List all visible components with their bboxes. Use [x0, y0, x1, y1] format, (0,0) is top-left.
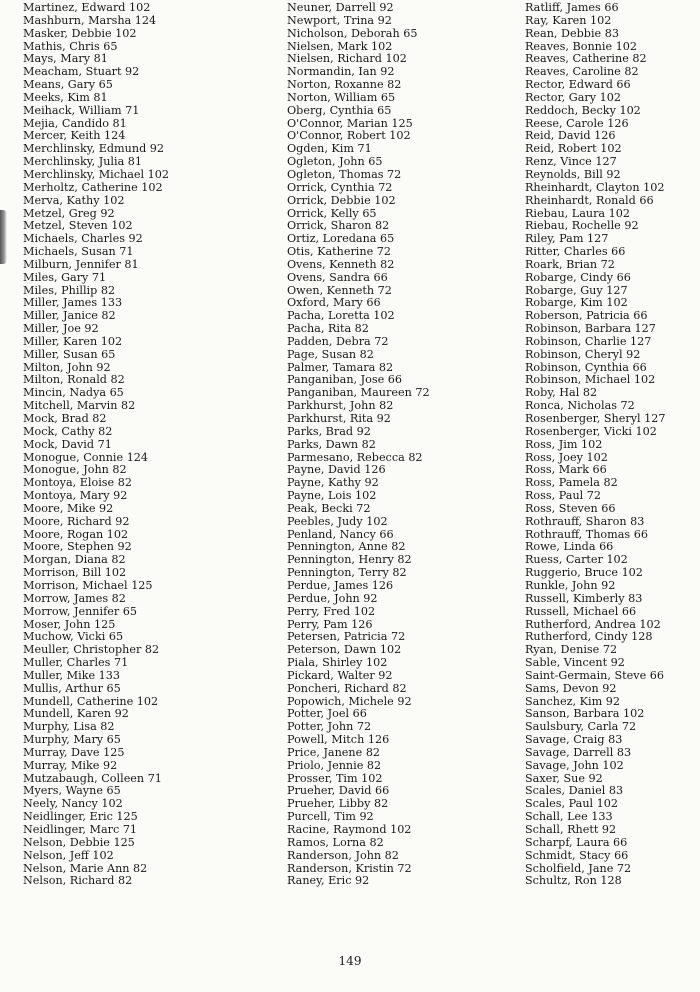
index-entry: Pennington, Terry 82: [287, 566, 407, 580]
index-entry: Merva, Kathy 102: [23, 193, 125, 207]
index-entry: Perdue, John 92: [287, 591, 378, 605]
index-entry: Mock, David 71: [23, 437, 112, 451]
index-entry: Peak, Becki 72: [287, 501, 371, 515]
index-entry: Miller, Susan 65: [23, 347, 116, 361]
index-column-2: [287, 2, 430, 888]
index-entry: Ronca, Nicholas 72: [525, 399, 635, 413]
index-entry: Robinson, Barbara 127: [525, 322, 656, 336]
index-entry: Pennington, Anne 82: [287, 540, 406, 554]
index-entry: Rector, Edward 66: [525, 78, 631, 92]
index-entry: Oxford, Mary 66: [287, 296, 381, 310]
index-entry: Meihack, William 71: [23, 103, 140, 117]
index-entry: Ramos, Lorna 82: [287, 835, 384, 849]
index-entry: Petersen, Patricia 72: [287, 630, 406, 644]
index-entry: Mock, Cathy 82: [23, 424, 113, 438]
index-entry: Ovens, Kenneth 82: [287, 257, 395, 271]
index-entry: Ritter, Charles 66: [525, 245, 626, 259]
index-entry: Mashburn, Marsha 124: [23, 13, 157, 27]
index-entry: Randerson, Kristin 72: [287, 861, 412, 875]
index-entry: Monogue, John 82: [23, 463, 127, 477]
index-entry: Orrick, Debbie 102: [287, 193, 396, 207]
index-entry: Ross, Steven 66: [525, 501, 616, 515]
index-entry: Rutherford, Cindy 128: [525, 630, 653, 644]
index-entry: Meacham, Stuart 92: [23, 65, 140, 79]
index-entry: Rean, Debbie 83: [525, 26, 619, 40]
index-entry: Ogleton, Thomas 72: [287, 167, 402, 181]
index-entry: Riley, Pam 127: [525, 232, 609, 246]
index-entry: Michaels, Susan 71: [23, 245, 134, 259]
index-entry: Schall, Lee 133: [525, 810, 613, 824]
index-entry: Muchow, Vicki 65: [23, 630, 124, 644]
index-entry: Morgan, Diana 82: [23, 553, 126, 567]
index-entry: Mays, Mary 81: [23, 52, 108, 66]
index-entry: Mock, Brad 82: [23, 412, 107, 425]
index-entry: Nielsen, Richard 102: [287, 52, 407, 66]
index-entry: Savage, Darrell 83: [525, 745, 632, 759]
index-entry: Miles, Phillip 82: [23, 283, 116, 297]
index-entry: Ruess, Carter 102: [525, 553, 628, 567]
index-entry: Ogden, Kim 71: [287, 142, 372, 156]
index-entry: Prueher, David 66: [287, 784, 390, 798]
index-entry: Panganiban, Jose 66: [287, 373, 403, 387]
index-entry: O'Connor, Robert 102: [287, 129, 411, 143]
index-entry: Ross, Joey 102: [525, 450, 608, 464]
index-entry: Murphy, Mary 65: [23, 733, 121, 747]
index-entry: Saulsbury, Carla 72: [525, 720, 637, 734]
index-entry: Neidlinger, Eric 125: [23, 810, 138, 824]
index-entry: Rheinhardt, Ronald 66: [525, 193, 654, 207]
index-entry: Robinson, Charlie 127: [525, 334, 652, 348]
index-entry: Ray, Karen 102: [525, 13, 612, 27]
index-entry: Potter, Joel 66: [287, 707, 367, 721]
index-entry: Orrick, Sharon 82: [287, 219, 390, 233]
index-entry: Owen, Kenneth 72: [287, 283, 392, 297]
index-entry: Myers, Wayne 65: [23, 784, 121, 798]
index-entry: Otis, Katherine 72: [287, 245, 391, 259]
index-entry: Newport, Trina 92: [287, 13, 392, 27]
index-column-1: [23, 2, 169, 888]
index-entry: Perry, Pam 126: [287, 617, 373, 631]
index-entry: Murray, Mike 92: [23, 758, 118, 772]
index-entry: Pennington, Henry 82: [287, 553, 412, 567]
index-entry: Merchlinsky, Michael 102: [23, 167, 170, 181]
index-entry: Rheinhardt, Clayton 102: [525, 180, 665, 194]
index-entry: Miller, Karen 102: [23, 334, 123, 348]
index-entry: Padden, Debra 72: [287, 334, 389, 348]
index-entry: Nielsen, Mark 102: [287, 39, 393, 53]
index-entry: Merchlinsky, Julia 81: [23, 155, 143, 169]
page-number: 149: [338, 954, 362, 968]
index-entry: Reaves, Caroline 82: [525, 65, 639, 79]
index-entry: Scharpf, Laura 66: [525, 835, 628, 849]
index-entry: Parkhurst, John 82: [287, 399, 394, 413]
index-entry: Robinson, Cheryl 92: [525, 347, 641, 361]
index-entry: Ross, Pamela 82: [525, 476, 618, 490]
index-entry: Payne, Lois 102: [287, 489, 377, 503]
index-entry: Norton, William 65: [287, 90, 396, 104]
index-entry: Reid, David 126: [525, 129, 616, 143]
index-entry: Reaves, Catherine 82: [525, 52, 647, 66]
index-entry: Robarge, Kim 102: [525, 296, 628, 310]
index-entry: Saint-Germain, Steve 66: [525, 668, 664, 682]
index-entry: Norton, Roxanne 82: [287, 78, 402, 92]
index-entry: Milton, Ronald 82: [23, 373, 125, 387]
index-entry: Metzel, Steven 102: [23, 219, 133, 233]
index-entry: Parks, Brad 92: [287, 424, 371, 438]
index-entry: Ovens, Sandra 66: [287, 270, 388, 284]
index-entry: Potter, John 72: [287, 720, 372, 734]
index-entry: Robarge, Guy 127: [525, 283, 628, 297]
index-entry: Robarge, Cindy 66: [525, 270, 631, 284]
index-entry: Scales, Daniel 83: [525, 784, 624, 798]
index-entry: Robinson, Cynthia 66: [525, 360, 647, 374]
index-entry: Schall, Rhett 92: [525, 823, 617, 836]
index-entry: Peebles, Judy 102: [287, 514, 388, 528]
index-entry: Miller, Joe 92: [23, 322, 99, 336]
index-entry: Rosenberger, Sheryl 127: [525, 412, 666, 425]
index-entry: Reynolds, Bill 92: [525, 167, 621, 181]
index-entry: Schultz, Ron 128: [525, 874, 622, 888]
index-entry: Racine, Raymond 102: [287, 823, 412, 836]
index-entry: Nelson, Jeff 102: [23, 848, 114, 862]
binding-shadow: [0, 210, 7, 264]
index-entry: Mathis, Chris 65: [23, 39, 118, 53]
index-entry: Priolo, Jennie 82: [287, 758, 382, 772]
index-entry: Michaels, Charles 92: [23, 232, 143, 246]
index-entry: Neuner, Darrell 92: [287, 1, 394, 14]
index-entry: Moore, Richard 92: [23, 514, 130, 528]
index-entry: Masker, Debbie 102: [23, 26, 137, 40]
index-entry: Rosenberger, Vicki 102: [525, 424, 657, 438]
index-entry: Nelson, Marie Ann 82: [23, 861, 148, 875]
index-entry: Popowich, Michele 92: [287, 694, 412, 708]
index-entry: Savage, John 102: [525, 758, 624, 772]
index-column-3: [525, 2, 666, 888]
index-entry: Murray, Dave 125: [23, 745, 125, 759]
index-entry: Sanson, Barbara 102: [525, 707, 645, 721]
index-entry: Pickard, Walter 92: [287, 668, 393, 682]
index-entry: Randerson, John 82: [287, 848, 399, 862]
index-entry: Parks, Dawn 82: [287, 437, 376, 451]
index-entry: Oberg, Cynthia 65: [287, 103, 392, 117]
index-entry: Mullis, Arthur 65: [23, 681, 121, 695]
index-entry: O'Connor, Marian 125: [287, 116, 413, 130]
index-entry: Russell, Kimberly 83: [525, 591, 643, 605]
index-entry: Martinez, Edward 102: [23, 1, 151, 14]
index-entry: Neely, Nancy 102: [23, 797, 123, 811]
index-entry: Parmesano, Rebecca 82: [287, 450, 423, 464]
index-entry: Moser, John 125: [23, 617, 116, 631]
index-entry: Reaves, Bonnie 102: [525, 39, 637, 53]
index-entry: Penland, Nancy 66: [287, 527, 394, 541]
index-entry: Price, Janene 82: [287, 745, 381, 759]
index-entry: Scholfield, Jane 72: [525, 861, 632, 875]
index-entry: Schmidt, Stacy 66: [525, 848, 629, 862]
index-entry: Milton, John 92: [23, 360, 111, 374]
index-entry: Neidlinger, Marc 71: [23, 823, 138, 836]
index-entry: Reddoch, Becky 102: [525, 103, 641, 117]
index-entry: Ross, Paul 72: [525, 489, 602, 503]
index-entry: Roberson, Patricia 66: [525, 309, 648, 323]
index-entry: Rothrauff, Sharon 83: [525, 514, 645, 528]
index-entry: Mejia, Candido 81: [23, 116, 127, 130]
index-entry: Muller, Mike 133: [23, 668, 121, 682]
index-entry: Robinson, Michael 102: [525, 373, 656, 387]
index-entry: Sams, Devon 92: [525, 681, 617, 695]
index-entry: Nelson, Richard 82: [23, 874, 133, 888]
index-entry: Palmer, Tamara 82: [287, 360, 394, 374]
index-entry: Savage, Craig 83: [525, 733, 623, 747]
index-entry: Miles, Gary 71: [23, 270, 107, 284]
index-entry: Powell, Mitch 126: [287, 733, 390, 747]
index-entry: Morrow, Jennifer 65: [23, 604, 137, 618]
index-entry: Rector, Gary 102: [525, 90, 621, 104]
index-entry: Miller, Janice 82: [23, 309, 116, 323]
index-entry: Ruggerio, Bruce 102: [525, 566, 643, 580]
index-entry: Peterson, Dawn 102: [287, 643, 402, 657]
index-entry: Miller, James 133: [23, 296, 123, 310]
index-entry: Merchlinsky, Edmund 92: [23, 142, 165, 156]
index-entry: Orrick, Kelly 65: [287, 206, 377, 220]
index-entry: Mitchell, Marvin 82: [23, 399, 136, 413]
index-entry: Mercer, Keith 124: [23, 129, 126, 143]
index-entry: Montoya, Mary 92: [23, 489, 128, 503]
index-entry: Prueher, Libby 82: [287, 797, 389, 811]
index-entry: Piala, Shirley 102: [287, 656, 388, 670]
index-entry: Parkhurst, Rita 92: [287, 412, 391, 425]
index-entry: Nelson, Debbie 125: [23, 835, 135, 849]
index-entry: Ryan, Denise 72: [525, 643, 618, 657]
index-entry: Nicholson, Deborah 65: [287, 26, 418, 40]
index-entry: Moore, Stephen 92: [23, 540, 132, 554]
index-entry: Rothrauff, Thomas 66: [525, 527, 648, 541]
index-entry: Morrow, James 82: [23, 591, 126, 605]
index-entry: Purcell, Tim 92: [287, 810, 374, 824]
index-entry: Metzel, Greg 92: [23, 206, 115, 220]
index-entry: Morrison, Bill 102: [23, 566, 127, 580]
index-entry: Reid, Robert 102: [525, 142, 622, 156]
index-entry: Payne, David 126: [287, 463, 386, 477]
index-entry: Morrison, Michael 125: [23, 578, 153, 592]
index-entry: Moore, Mike 92: [23, 501, 114, 515]
index-entry: Riebau, Rochelle 92: [525, 219, 639, 233]
index-entry: Ogleton, John 65: [287, 155, 383, 169]
index-entry: Mundell, Karen 92: [23, 707, 129, 721]
index-entry: Riebau, Laura 102: [525, 206, 631, 220]
index-entry: Means, Gary 65: [23, 78, 113, 92]
index-entry: Rowe, Linda 66: [525, 540, 614, 554]
index-entry: Ratliff, James 66: [525, 1, 619, 14]
index-entry: Payne, Kathy 92: [287, 476, 379, 490]
index-entry: Meuller, Christopher 82: [23, 643, 160, 657]
index-entry: Mundell, Catherine 102: [23, 694, 159, 708]
index-entry: Mincin, Nadya 65: [23, 386, 124, 400]
index-entry: Meeks, Kim 81: [23, 90, 108, 104]
index-entry: Scales, Paul 102: [525, 797, 619, 811]
index-entry: Sanchez, Kim 92: [525, 694, 620, 708]
index-entry: Roark, Brian 72: [525, 257, 615, 271]
index-entry: Renz, Vince 127: [525, 155, 617, 169]
index-entry: Page, Susan 82: [287, 347, 374, 361]
index-entry: Milburn, Jennifer 81: [23, 257, 139, 271]
index-entry: Saxer, Sue 92: [525, 771, 603, 785]
index-entry: Normandin, Ian 92: [287, 65, 395, 79]
index-entry: Muller, Charles 71: [23, 656, 129, 670]
index-entry: Murphy, Lisa 82: [23, 720, 115, 734]
index-entry: Prosser, Tim 102: [287, 771, 383, 785]
index-entry: Raney, Eric 92: [287, 874, 370, 888]
index-entry: Perry, Fred 102: [287, 604, 376, 618]
index-entry: Runkle, John 92: [525, 578, 616, 592]
index-entry: Ross, Jim 102: [525, 437, 603, 451]
index-entry: Montoya, Eloise 82: [23, 476, 132, 490]
index-entry: Moore, Rogan 102: [23, 527, 129, 541]
index-entry: Roby, Hal 82: [525, 386, 598, 400]
index-entry: Rutherford, Andrea 102: [525, 617, 661, 631]
index-entry: Perdue, James 126: [287, 578, 394, 592]
index-entry: Poncheri, Richard 82: [287, 681, 407, 695]
index-entry: Pacha, Rita 82: [287, 322, 369, 336]
index-entry: Ortiz, Loredana 65: [287, 232, 395, 246]
index-entry: Orrick, Cynthia 72: [287, 180, 393, 194]
index-entry: Pacha, Loretta 102: [287, 309, 395, 323]
index-entry: Monogue, Connie 124: [23, 450, 149, 464]
index-entry: Sable, Vincent 92: [525, 656, 625, 670]
index-entry: Ross, Mark 66: [525, 463, 607, 477]
index-entry: Merholtz, Catherine 102: [23, 180, 163, 194]
index-entry: Reese, Carole 126: [525, 116, 629, 130]
index-entry: Panganiban, Maureen 72: [287, 386, 430, 400]
index-entry: Mutzabaugh, Colleen 71: [23, 771, 162, 785]
index-entry: Russell, Michael 66: [525, 604, 637, 618]
